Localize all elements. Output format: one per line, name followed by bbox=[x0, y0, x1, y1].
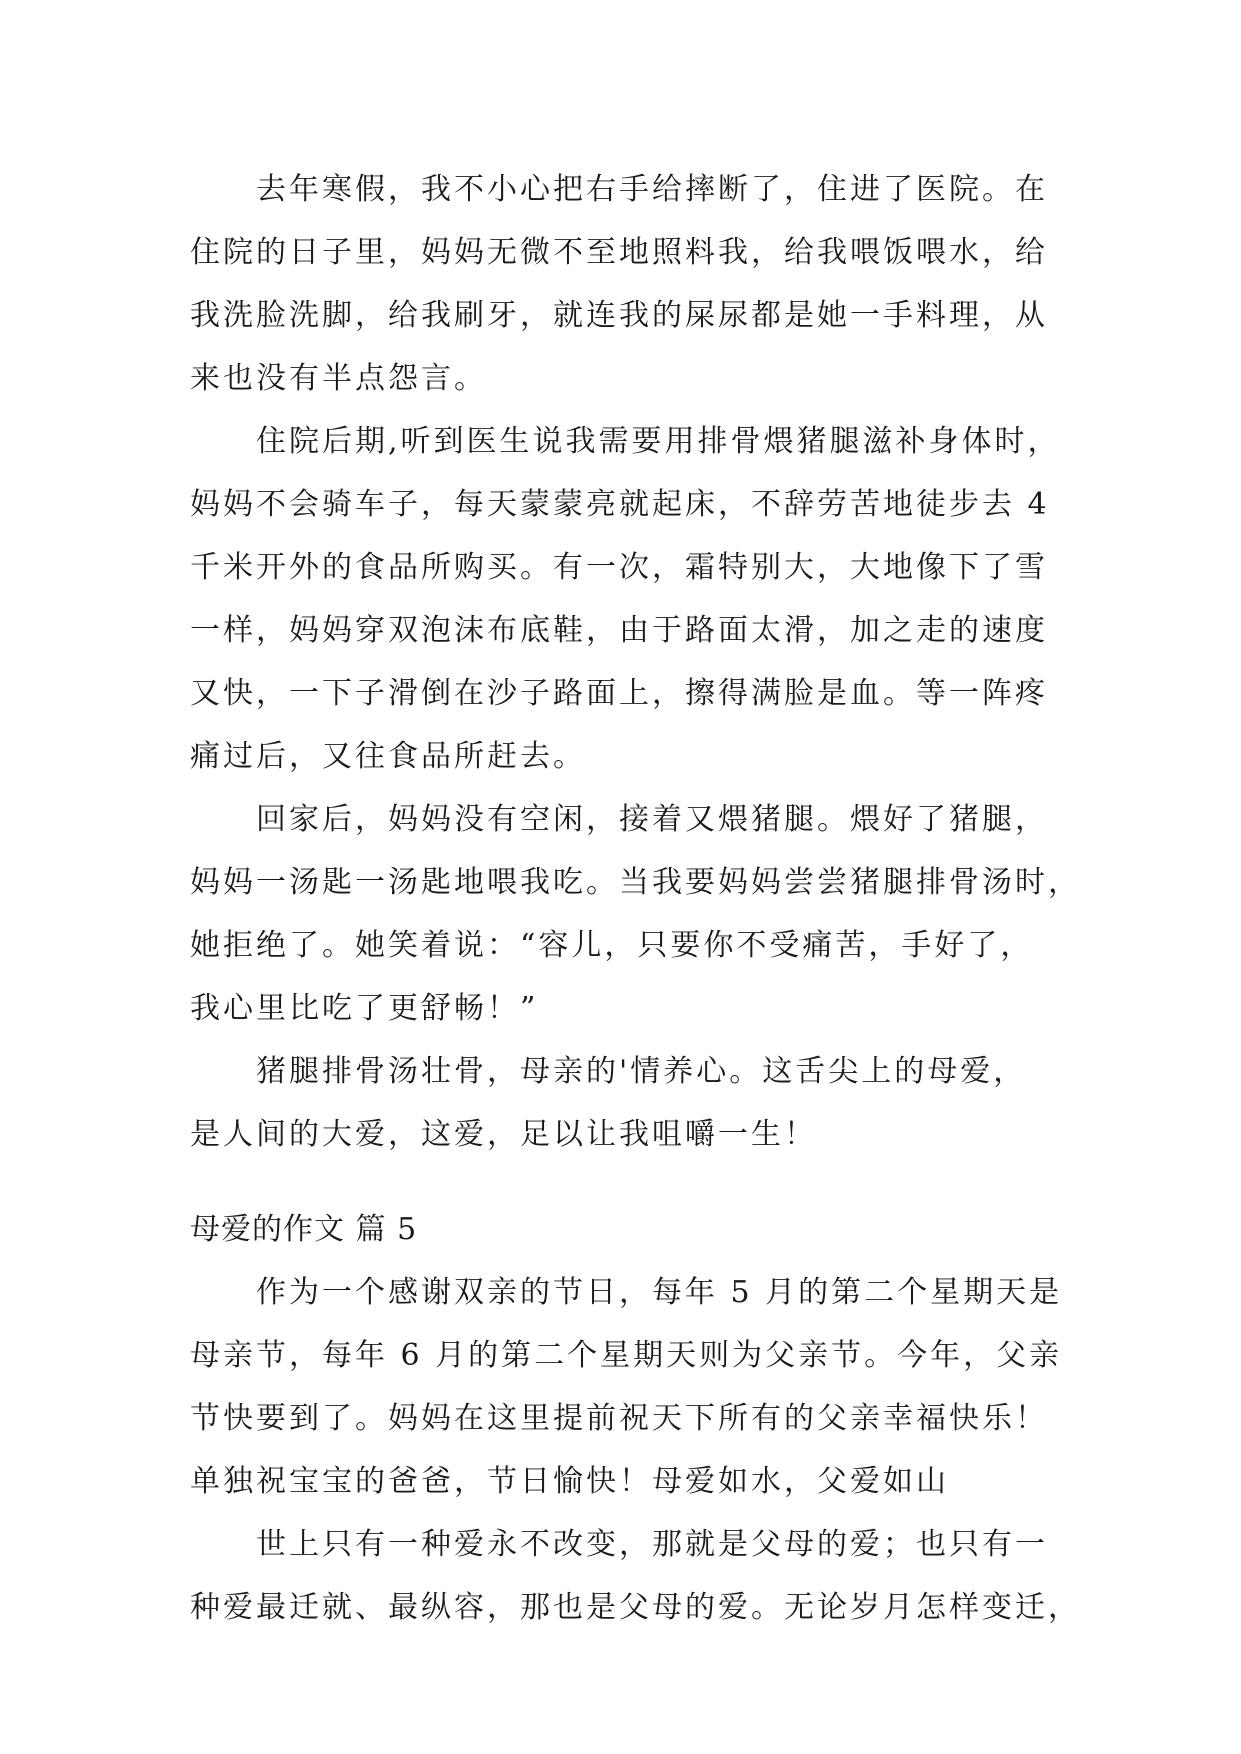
paragraph-4-line-2: 是人间的大爱，这爱，足以让我咀嚼一生！ bbox=[190, 1117, 817, 1152]
paragraph-2-line-1: 住院后期,听到医生说我需要用排骨煨猪腿滋补身体时， bbox=[256, 424, 1061, 459]
paragraph-2-line-3: 千米开外的食品所购买。有一次，霜特别大，大地像下了雪 bbox=[190, 550, 1048, 585]
section-paragraph-1-line-2: 母亲节，每年 6 月的第二个星期天则为父亲节。今年，父亲 bbox=[190, 1338, 1063, 1373]
section-paragraph-1-line-3: 节快要到了。妈妈在这里提前祝天下所有的父亲幸福快乐！ bbox=[190, 1401, 1048, 1436]
paragraph-3-line-4: 我心里比吃了更舒畅！” bbox=[190, 991, 539, 1026]
paragraph-3-line-1: 回家后，妈妈没有空闲，接着又煨猪腿。煨好了猪腿， bbox=[256, 802, 1048, 837]
paragraph-1-line-1: 去年寒假，我不小心把右手给摔断了，住进了医院。在 bbox=[256, 172, 1048, 207]
paragraph-2-line-4: 一样，妈妈穿双泡沫布底鞋，由于路面太滑，加之走的速度 bbox=[190, 613, 1048, 648]
paragraph-4-line-1: 猪腿排骨汤壮骨，母亲的'情养心。这舌尖上的母爱， bbox=[256, 1054, 1027, 1089]
paragraph-1-line-4: 来也没有半点怨言。 bbox=[190, 361, 487, 396]
section-paragraph-1-line-1: 作为一个感谢双亲的节日，每年 5 月的第二个星期天是 bbox=[256, 1275, 1063, 1310]
paragraph-3-line-3: 她拒绝了。她笑着说：“容儿，只要你不受痛苦，手好了， bbox=[190, 928, 1034, 963]
paragraph-2-line-6: 痛过后，又往食品所赶去。 bbox=[190, 739, 586, 774]
section-paragraph-1-line-4: 单独祝宝宝的爸爸，节日愉快！母爱如水，父爱如山 bbox=[190, 1464, 949, 1499]
paragraph-3-line-2: 妈妈一汤匙一汤匙地喂我吃。当我要妈妈尝尝猪腿排骨汤时， bbox=[190, 865, 1081, 900]
section-heading: 母爱的作文 篇 5 bbox=[190, 1212, 418, 1247]
paragraph-1-line-3: 我洗脸洗脚，给我刷牙，就连我的屎尿都是她一手料理，从 bbox=[190, 298, 1048, 333]
paragraph-2-line-2: 妈妈不会骑车子，每天蒙蒙亮就起床，不辞劳苦地徒步去 4 bbox=[190, 487, 1050, 522]
section-paragraph-2-line-1: 世上只有一种爱永不改变，那就是父母的爱；也只有一 bbox=[256, 1527, 1048, 1562]
section-paragraph-2-line-2: 种爱最迁就、最纵容，那也是父母的爱。无论岁月怎样变迁， bbox=[190, 1590, 1081, 1625]
paragraph-1-line-2: 住院的日子里，妈妈无微不至地照料我，给我喂饭喂水，给 bbox=[190, 235, 1048, 270]
paragraph-2-line-5: 又快，一下子滑倒在沙子路面上，擦得满脸是血。等一阵疼 bbox=[190, 676, 1048, 711]
